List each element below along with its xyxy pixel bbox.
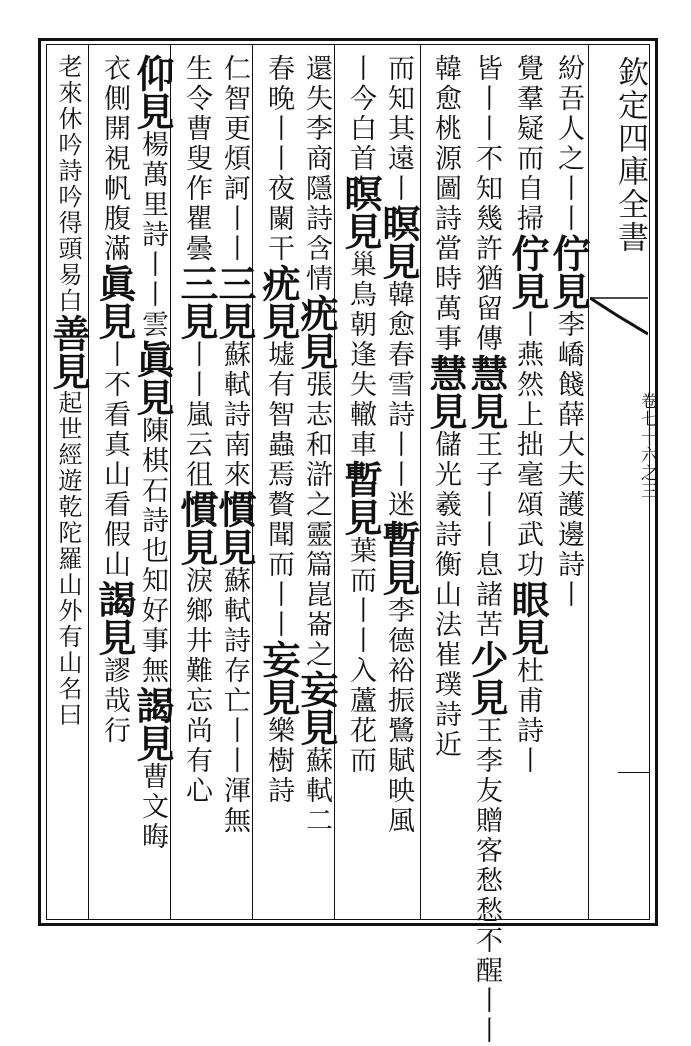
text-column-10: 生令曹叟作瞿曇三見丨丨嵐云徂慣見淚鄉井難忘尚有心 [174, 54, 219, 806]
banxin-rule [618, 772, 650, 773]
fishtail-mark [590, 296, 648, 336]
text-column-8: 春晚丨丨夜闌干疣見墟有智蟲焉贅聞而丨丨妄見樂樹詩 [256, 54, 301, 806]
headword: 慣見 [212, 490, 257, 566]
column-rule [88, 44, 89, 920]
headword: 眼見 [505, 580, 550, 656]
headword: 三見 [212, 264, 257, 340]
headword: 佇見 [505, 234, 550, 310]
text-column-9: 仁智更煩訶丨丨三見蘇軾詩南來慣見蘇軾詩存亡丨丨渾無 [212, 54, 257, 836]
text-column-7: 還失李商隱詩含情疣見張志和滸之靈篇崑崙之妄見蘇軾二 [294, 54, 339, 836]
headword: 眞見 [92, 264, 137, 340]
text-column-2: 覺羣疑而自掃佇見丨燕然上拙毫頌武功眼見杜甫詩丨 [505, 54, 550, 776]
headword: 少見 [464, 640, 509, 716]
headword: 妄見 [294, 670, 339, 746]
text-column-3: 皆丨丨不知幾許猶留傳慧見王子丨丨息諸苦少見王李友贈客愁愁不醒丨丨 [464, 54, 509, 1046]
headword: 瞑見 [338, 174, 383, 250]
headword: 眞見 [130, 340, 175, 416]
headword: 佇見 [546, 234, 591, 310]
text-column-6: 丨今白首瞑見巢鳥朝逢失轍車暫見葉而丨丨入蘆花而 [338, 54, 383, 776]
headword: 暫見 [376, 520, 421, 596]
headword: 慧見 [464, 354, 509, 430]
column-rule [420, 44, 421, 920]
text-column-11: 仰見楊萬里詩丨丨雲眞見陳棋石詩也知好事無謁見曹文晦 [130, 54, 175, 852]
headword: 慣見 [174, 490, 219, 566]
headword: 仰見 [130, 54, 175, 130]
headword: 謁見 [92, 580, 137, 656]
text-column-4: 韓愈桃源圖詩當時萬事慧見儲光羲詩衡山法崔璞詩近 [423, 54, 468, 760]
headword: 瞑見 [376, 204, 421, 280]
headword: 謁見 [130, 686, 175, 762]
text-column-13: 老來休吟詩吟得頭易白善見起世經遊乾陀羅山外有山名曰 [46, 54, 91, 728]
text-column-1: 紛吾人之丨丨佇見李嶠餞薛大夫護邊詩丨 [546, 54, 591, 610]
headword: 善見 [46, 314, 91, 390]
headword: 妄見 [256, 640, 301, 716]
headword: 三見 [174, 264, 219, 340]
text-column-5: 而知其遠丨瞑見韓愈春雪詩丨丨迷暫見李德裕振鷺賦映風 [376, 54, 421, 836]
chapter-label: 卷七十六之三 [637, 392, 657, 500]
headword: 慧見 [423, 354, 468, 430]
book-title: 欽定四庫全書 [612, 56, 648, 254]
headword: 暫見 [338, 460, 383, 536]
headword: 疣見 [256, 264, 301, 340]
headword: 疣見 [294, 294, 339, 370]
text-column-12: 衣側開視帆腹滿眞見丨不看真山看假山謁見謬哉行 [92, 54, 137, 746]
